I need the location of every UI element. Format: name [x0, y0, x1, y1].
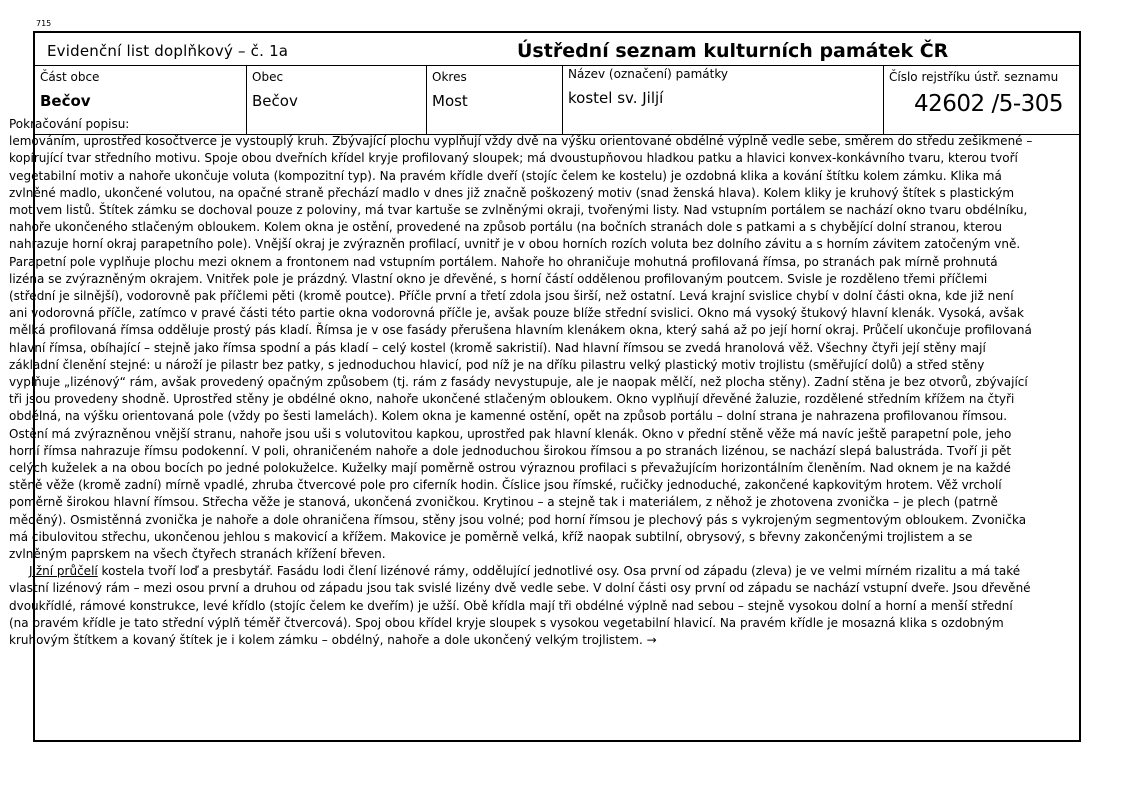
- description-paragraph: lemováním, uprostřed kosočtverce je vystouplý kruh. Zbývající plochu vyplňují vždy dvě na výšku orientované obdélné výplně vedle sebe, směrem do středu zešikmené – kopírující tvar středního motivu. Spoje obou dveřních křídel kryje profilovaný sloupek; má dvoustupňovou hladkou patku a hlavici konvex-konkávního tvaru, kterou tvoří vegetabilní motiv a nahoře ukončuje voluta (kompozitní typ). Na pravém křídle dveří (stojíc čelem ke kostelu) je ozdobná klika a kování štítku kolem zámku. Klika má zvlněné madlo, ukončené volutou, na opačné straně přechází madlo v dnes již značně poškozený motiv (snad ženská hlava). Kolem kliky je kruhový štítek s plastickým motivem listů. Štítek zámku se dochoval pouze z poloviny, má tvar kartuše se zvlněnými okraji, tvořenými listy. Nad vstupním portálem se nachází okno tvaru obdélníku, nahoře ukončeného stlačeným obloukem. Kolem okna je ostění, provedené na způsob portálu (na bočních stranách dole s patkami a s chybějící dolní stranou, kterou nahrazuje horní okraj parapetního pole). Vnější okraj je zvýrazněn profilací, uvnitř je v obou horních rozích voluta bez dolního závitu a s horním závitem zatočeným vně. Parapetní pole vyplňuje plochu mezi oknem a frontonem nad vstupním portálem. Nahoře ho ohraničuje mohutná profilovaná římsa, po stranách pak mírně prohnutá lizéna se zvýrazněným okrajem. Vnitřek pole je prázdný. Vlastní okno je dřevěné, s horní částí oddělenou profilovaným poutcem. Svisle je rozděleno třemi příčlemi (střední je silnější), vodorovně pak příčlemi pěti (kromě poutce). Příčle první a třetí zdola jsou širší, než ostatní. Levá krajní svislice chybí v dolní části okna, kde již není ani vodorovná příčle, zatímco v pravé části této partie okna vodorovná příčle je, avšak pouze blíže střední svislici. Okno má vysoký štukový hlavní klenák. Vysoká, avšak mělká profilovaná římsa odděluje prostý pás kladí. Římsa je v ose fasády přerušena hlavním klenákem okna, který sahá až po její horní okraj. Průčelí ukončuje profilovaná hlavní římsa, obíhající – stejně jako římsa spodní a pás kladí – celý kostel (kromě sakristií). Nad hlavní římsou se zvedá hranolová věž. Všechny čtyři její stěny mají základní členění stejné: u nároží je pilastr bez patky, s jednoduchou hlavicí, pod níž je na dříku pilastru velký plastický motiv trojlistu (směřující dolů) a střed stěny vyplňuje „lizénový“ rám, avšak provedený opačným způsobem (tj. rám z fasády nevystupuje, ale je naopak mělčí, než plocha stěny). Zadní stěna je bez otvorů, zbývající tři jsou provedeny shodně. Uprostřed stěny je obdélné okno, nahoře ukončené stlačeným obloukem. Okno vyplňují dřevěné žaluzie, rozdělené středním křížem na čtyři obdélná, na výšku orientovaná pole (vždy po šesti lamelách). Kolem okna je kamenné ostění, opět na způsob portálu – dolní strana je nahrazena profilovanou římsou. Ostění má zvýrazněnou vnější stranu, nahoře jsou uši s volutovitou kapkou, uprostřed pak hlavní klenák. Okno v přední stěně věže má navíc ještě parapetní pole, jeho horní římsa nahrazuje římsu podokenní. V poli, ohraničeném nahoře a dole jednoduchou širokou římsou a po stranách lizénou, se nachází slepá balustráda. Tvoří ji pět celých kuželek a na obou bocích po jedné polokuželce. Kuželky mají poměrně ostrou výraznou profilaci s převažujícím horizontálním členěním. Nad oknem je na každé stěně věže (kromě zadní) mírně vpadlé, zhruba čtvercové pole pro ciferník hodin. Číslice jsou římské, ručičky jednoduché, zakončené kapkovitým hrotem. Věž vrcholí poměrně širokou hlavní římsou. Střecha věže je stanová, ukončená zvoničkou. Krytinou – a stejně tak i materiálem, z něhož je zhotovena zvonička – je plech (patrně měděný). Osmistěnná zvonička je nahoře a dole ohraničena římsou, stěny jsou volné; pod horní římsou je plechový pás s vykrojeným segmentovým obloukem. Zvonička má cibulovitou střechu, ukončenou jehlou s makovicí a křížem. Makovice je poměrně velká, kříž naopak subtilní, obrysový, s břevny zakončenými trojlistem a se zvlněným paprskem na všech čtyřech stranách křížení břeven.: [9, 134, 1033, 562]
- field-value: Bečov: [40, 92, 91, 110]
- page-number: 715: [36, 19, 52, 28]
- registry-title: Ústřední seznam kulturních památek ČR: [517, 40, 949, 62]
- description-text: [9, 116, 1033, 649]
- sheet-header: [35, 33, 1079, 66]
- paragraph-text: kostela tvoří loď a presbytář. Fasádu lodi člení lizénové rámy, oddělující jednotlivé osy. Osa první od západu (zleva) je ve velmi mírném rizalitu a má také vlastní lizénový rám – mezi osou první a druhou od západu jsou tak svislé lizény dvě vedle sebe. V dolní části osy první od západu se nachází vstupní dveře. Jsou dřevěné dvoukřídlé, rámové konstrukce, levé křídlo (stojíc čelem ke dveřím) je užší. Obě křídla mají tři obdélné výplně nad sebou – stejně vysokou dolní a horní a menší střední (na pravém křídle je tato střední výplň téměř čtvercová). Spoj obou křídel kryje sloupek s vysokou vegetabilní hlavicí. Na pravém křídle je mosazná klika s ozdobným kruhovým štítkem a kovaný štítek je i kolem zámku – obdélný, nahoře a dole ukončený velkým trojlistem. →: [9, 564, 1031, 648]
- field-label: Název (označení) památky: [568, 67, 728, 81]
- field-value: Most: [432, 92, 468, 110]
- field-value: Bečov: [252, 92, 298, 110]
- field-value: kostel sv. Jiljí: [568, 89, 664, 107]
- field-label: Obec: [252, 70, 284, 84]
- description-heading: Pokračování popisu:: [9, 117, 130, 131]
- registry-number: 42602 /5-305: [914, 91, 1064, 117]
- field-label: Číslo rejstříku ústř. seznamu: [889, 70, 1059, 84]
- description-paragraph: [9, 563, 1033, 649]
- field-label: Část obce: [40, 70, 100, 84]
- field-label: Okres: [432, 70, 467, 84]
- form-title: Evidenční list doplňkový – č. 1a: [47, 42, 289, 60]
- underlined-term: Jižní průčelí: [29, 564, 98, 579]
